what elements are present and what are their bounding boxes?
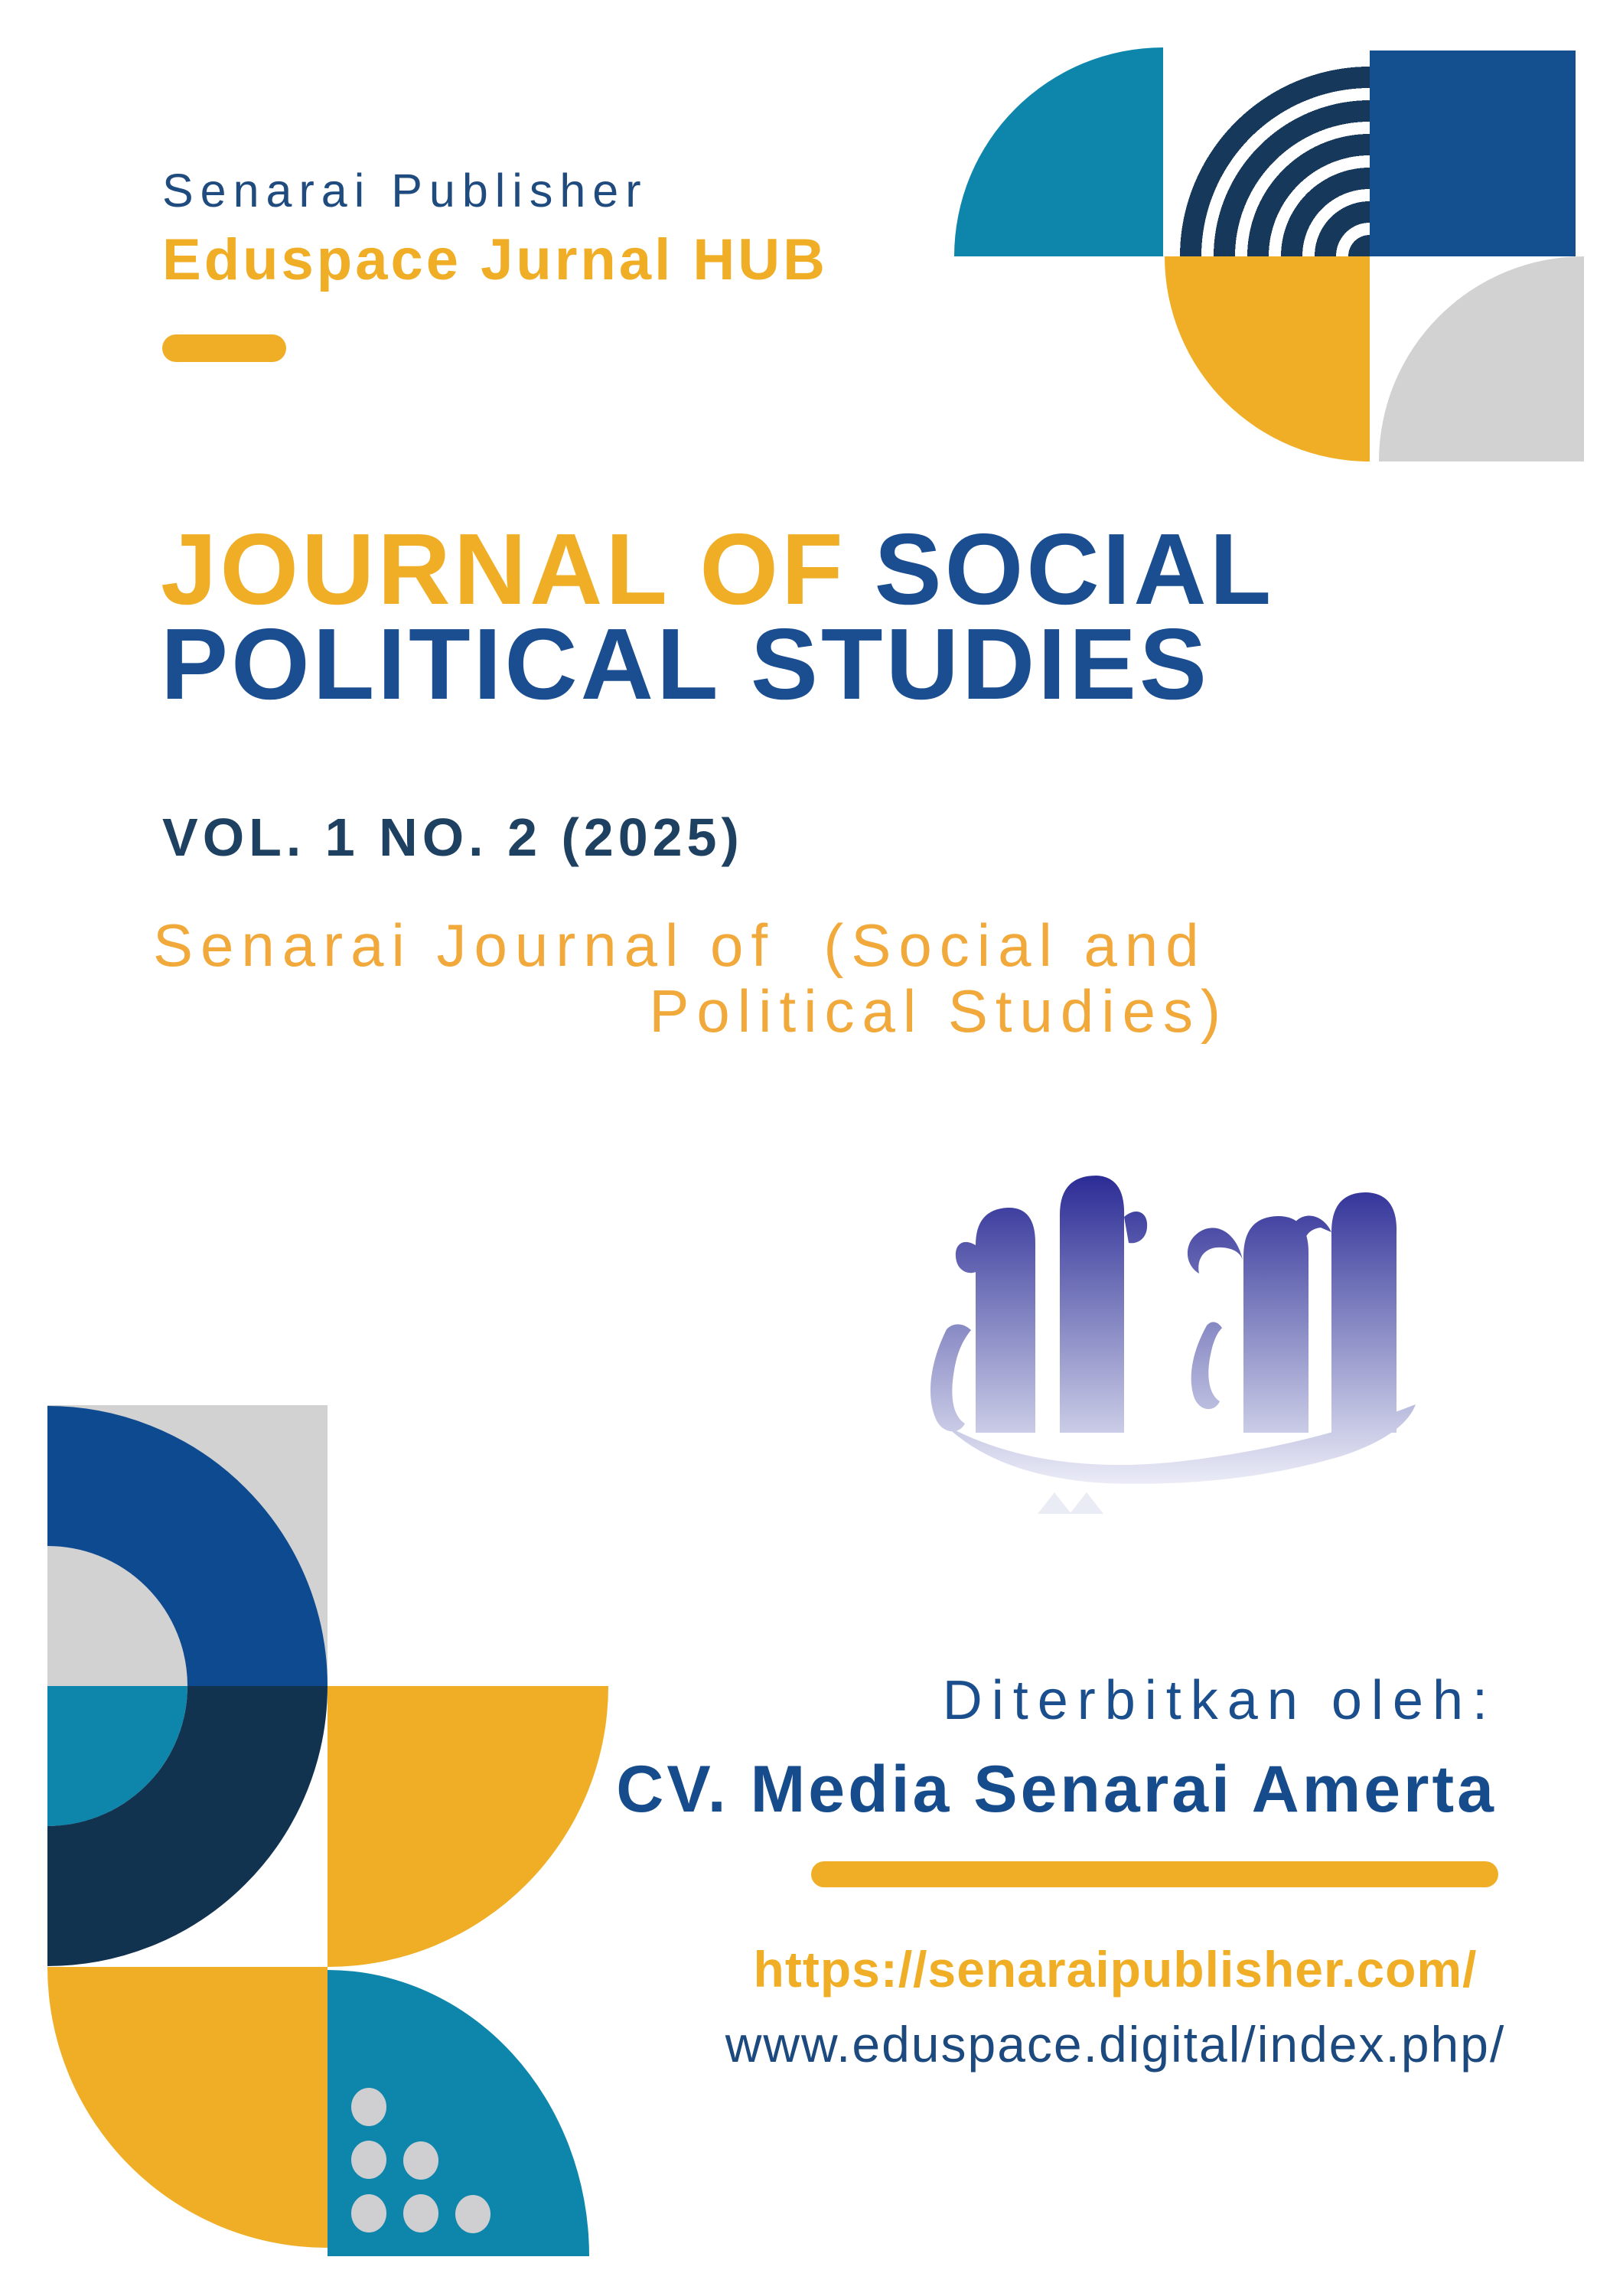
- yellow-rounded-bar: [162, 334, 286, 362]
- blue-ring-icon: [47, 1406, 328, 1686]
- journal-hub-header: Eduspace Jurnal HUB: [162, 227, 828, 292]
- navy-ring-bottom-quadrant: [47, 1686, 328, 1966]
- concentric-arcs-icon: [1178, 62, 1370, 256]
- dot-grid-icon: [403, 2194, 438, 2232]
- links-block: [654, 1940, 1576, 2073]
- dot-grid-icon: [351, 2141, 386, 2179]
- dot-grid-icon: [403, 2141, 438, 2180]
- publisher-block: [578, 1669, 1497, 1828]
- navy-ring-icon: [47, 1686, 328, 1966]
- blue-ring-top-quadrant: [47, 1406, 328, 1686]
- volume-issue-label: VOL. 1 NO. 2 (2025): [162, 807, 744, 867]
- yellow-petal-icon: [1165, 256, 1370, 461]
- teal-petal-icon: [328, 1970, 589, 2256]
- navy-square-icon: [1370, 51, 1576, 256]
- published-by-label: Diterbitkan oleh:: [942, 1670, 1497, 1731]
- chevron-icon: [1038, 1492, 1071, 1514]
- yellow-petal-icon: [328, 1686, 608, 1967]
- subtitle-line1: Senarai Journal of (Social and: [153, 912, 1207, 979]
- journal-title: [161, 513, 1275, 720]
- dot-grid-icon: [455, 2195, 490, 2233]
- title-part-blue: SOCIAL: [874, 513, 1275, 625]
- yellow-rounded-bar: [811, 1861, 1498, 1887]
- subtitle-line2: Political Studies): [649, 977, 1228, 1045]
- publisher-name-header: Senarai Publisher: [162, 165, 648, 217]
- publisher-company-name: CV. Media Senarai Amerta: [616, 1753, 1497, 1826]
- journal-title-line2: POLITICAL STUDIES: [161, 608, 1210, 720]
- dot-grid-icon: [351, 2088, 386, 2126]
- gray-quarter-circle-icon: [1379, 256, 1584, 461]
- calligraphy-logo-icon: [914, 1172, 1427, 1517]
- publisher-url-link[interactable]: https://senaraipublisher.com/: [753, 1941, 1478, 1998]
- dot-grid-icon: [351, 2194, 386, 2232]
- eduspace-url-link[interactable]: www.eduspace.digital/index.php/: [725, 2016, 1506, 2073]
- journal-title-line1: [161, 513, 1275, 625]
- title-part-yellow: JOURNAL OF: [161, 513, 846, 625]
- journal-subtitle: [153, 912, 1228, 1044]
- teal-quarter-circle-icon: [954, 47, 1163, 256]
- chevron-icon: [1070, 1492, 1103, 1514]
- yellow-petal-icon: [47, 1967, 328, 2248]
